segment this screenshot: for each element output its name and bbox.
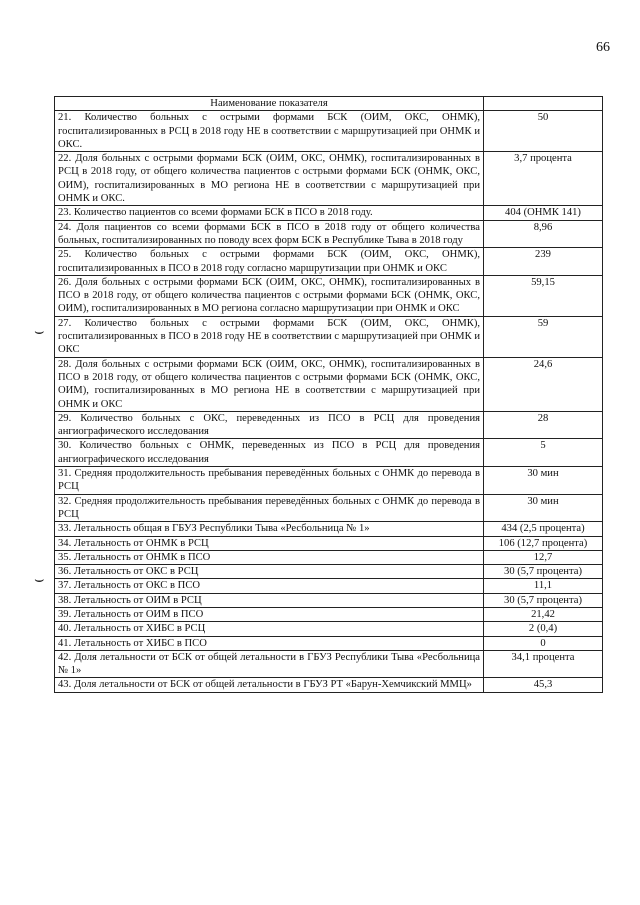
indicator-value: 59	[484, 316, 603, 357]
indicator-name: 37. Летальность от ОКС в ПСО	[55, 579, 484, 593]
handwritten-check-mark: ⌣	[34, 571, 45, 588]
indicator-value: 50	[484, 111, 603, 152]
table-row	[55, 220, 603, 248]
indicator-name: 23. Количество пациентов со всеми формами БСК в ПСО в 2018 году.	[55, 206, 484, 220]
indicator-name: 29. Количество больных с ОКС, переведенных из ПСО в РСЦ для проведения ангиографического исследования	[55, 411, 484, 439]
table-row	[55, 593, 603, 607]
table-row	[55, 650, 603, 678]
indicator-value: 239	[484, 248, 603, 276]
indicator-name: 21. Количество больных с острыми формами БСК (ОИМ, ОКС, ОНМК), госпитализированных в РСЦ в 2018 году НЕ в соответствии с маршрутизацией при ОНМК и ОКС.	[55, 111, 484, 152]
indicator-name: 25. Количество больных с острыми формами БСК (ОИМ, ОКС, ОНМК), госпитализированных в ПСО в 2018 году согласно маршрутизации при ОНМК и ОКС	[55, 248, 484, 276]
indicator-name: 28. Доля больных с острыми формами БСК (ОИМ, ОКС, ОНМК), госпитализированных в ПСО в 2018 году, от общего количества пациентов с острыми формами БСК (ОНМК, ОКС, ОИМ), госпитализированных в МО региона НЕ в соответствии с маршрутизацией при ОНМК и ОКС	[55, 357, 484, 411]
indicator-name: 43. Доля летальности от БСК от общей летальности в ГБУЗ РТ «Барун-Хемчикский ММЦ»	[55, 678, 484, 692]
indicator-value: 59,15	[484, 275, 603, 316]
indicator-name: 35. Летальность от ОНМК в ПСО	[55, 550, 484, 564]
indicator-value: 5	[484, 439, 603, 467]
indicator-value: 28	[484, 411, 603, 439]
indicator-value: 434 (2,5 процента)	[484, 522, 603, 536]
table-row	[55, 111, 603, 152]
indicator-name: 40. Летальность от ХИБС в РСЦ	[55, 622, 484, 636]
indicator-name: 30. Количество больных с ОНМК, переведенных из ПСО в РСЦ для проведения ангиографического исследования	[55, 439, 484, 467]
handwritten-check-mark: ⌣	[34, 323, 45, 340]
indicator-value: 30 мин	[484, 467, 603, 495]
indicator-value: 30 мин	[484, 494, 603, 522]
indicator-value: 106 (12,7 процента)	[484, 536, 603, 550]
table-row	[55, 522, 603, 536]
indicator-name: 33. Летальность общая в ГБУЗ Республики Тыва «Ресбольница № 1»	[55, 522, 484, 536]
indicator-value: 12,7	[484, 550, 603, 564]
table-row	[55, 411, 603, 439]
table-row	[55, 607, 603, 621]
table-row	[55, 467, 603, 495]
indicator-value: 30 (5,7 процента)	[484, 593, 603, 607]
indicator-name: 27. Количество больных с острыми формами БСК (ОИМ, ОКС, ОНМК), госпитализированных в ПСО в 2018 году НЕ в соответствии с маршрутизацией при ОНМК и ОКС	[55, 316, 484, 357]
table-row	[55, 550, 603, 564]
indicator-value: 45,3	[484, 678, 603, 692]
table-header-row	[55, 97, 603, 111]
indicator-name: 42. Доля летальности от БСК от общей летальности в ГБУЗ Республики Тыва «Ресбольница № 1»	[55, 650, 484, 678]
column-header-value	[484, 97, 603, 111]
table-row	[55, 316, 603, 357]
indicator-value: 3,7 процента	[484, 152, 603, 206]
indicator-value: 8,96	[484, 220, 603, 248]
table-row	[55, 636, 603, 650]
indicator-name: 34. Летальность от ОНМК в РСЦ	[55, 536, 484, 550]
indicator-name: 38. Летальность от ОИМ в РСЦ	[55, 593, 484, 607]
indicator-value: 24,6	[484, 357, 603, 411]
indicator-name: 24. Доля пациентов со всеми формами БСК в ПСО в 2018 году от общего количества больных, госпитализированных по поводу всех форм БСК в Республике Тыва в 2018 году	[55, 220, 484, 248]
table-row	[55, 357, 603, 411]
indicator-name: 32. Средняя продолжительность пребывания переведённых больных с ОНМК до перевода в РСЦ	[55, 494, 484, 522]
indicator-value: 30 (5,7 процента)	[484, 565, 603, 579]
table-row	[55, 536, 603, 550]
table-row	[55, 152, 603, 206]
indicator-value: 404 (ОНМК 141)	[484, 206, 603, 220]
indicator-value: 2 (0,4)	[484, 622, 603, 636]
table-row	[55, 275, 603, 316]
table-row	[55, 248, 603, 276]
table-row	[55, 579, 603, 593]
table-row	[55, 439, 603, 467]
table-row	[55, 494, 603, 522]
indicator-name: 31. Средняя продолжительность пребывания переведённых больных с ОНМК до перевода в РСЦ	[55, 467, 484, 495]
indicator-name: 36. Летальность от ОКС в РСЦ	[55, 565, 484, 579]
indicator-value: 11,1	[484, 579, 603, 593]
indicator-name: 39. Летальность от ОИМ в ПСО	[55, 607, 484, 621]
table-row	[55, 622, 603, 636]
indicator-value: 21,42	[484, 607, 603, 621]
indicator-name: 41. Летальность от ХИБС в ПСО	[55, 636, 484, 650]
page-number: 66	[596, 40, 610, 55]
indicator-name: 22. Доля больных с острыми формами БСК (ОИМ, ОКС, ОНМК), госпитализированных в РСЦ в 2018 году, от общего количества пациентов с острыми формами БСК (ОНМК, ОКС, ОИМ), госпитализированных в МО региона НЕ в соответствии с маршрутизацией при ОНМК и ОКС.	[55, 152, 484, 206]
column-header-indicator-name: Наименование показателя	[55, 97, 484, 111]
table-row	[55, 678, 603, 692]
indicator-name: 26. Доля больных с острыми формами БСК (ОИМ, ОКС, ОНМК), госпитализированных в ПСО в 2018 году, от общего количества пациентов с острыми формами БСК (ОНМК, ОКС, ОИМ), госпитализированных в МО региона согласно маршрутизации при ОНМК и ОКС	[55, 275, 484, 316]
indicator-value: 34,1 процента	[484, 650, 603, 678]
table-row	[55, 565, 603, 579]
indicators-table	[54, 96, 603, 693]
table-row	[55, 206, 603, 220]
indicator-value: 0	[484, 636, 603, 650]
